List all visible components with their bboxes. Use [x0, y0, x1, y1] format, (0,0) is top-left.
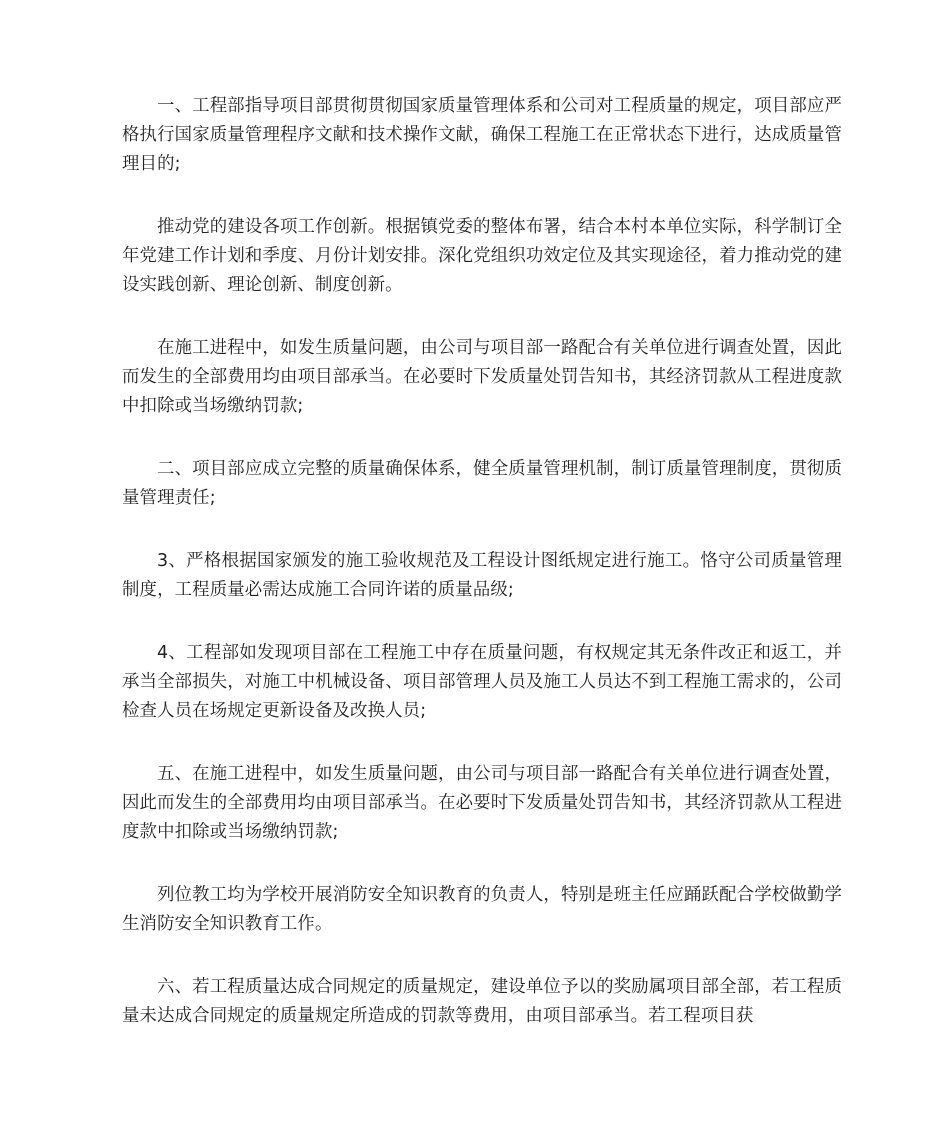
paragraph-9: 六、若工程质量达成合同规定的质量规定，建设单位予以的奖励属项目部全部，若工程质量未达成合同规定的质量规定所造成的罚款等费用，由项目部承当。若工程项目获: [122, 977, 842, 1026]
paragraph-6: 4、工程部如发现项目部在工程施工中存在质量问题，有权规定其无条件改正和返工，并承当全部损失，对施工中机械设备、项目部管理人员及施工人员达不到工程施工需求的，公司检查人员在场规定更新设备及改换人员;: [122, 643, 842, 721]
paragraph-8: 列位教工均为学校开展消防安全知识教育的负责人，特别是班主任应踊跃配合学校做勤学生消防安全知识教育工作。: [122, 885, 842, 934]
paragraph-3: 在施工进程中，如发生质量问题，由公司与项目部一路配合有关单位进行调查处置，因此而发生的全部费用均由项目部承当。在必要时下发质量处罚告知书，其经济罚款从工程进度款中扣除或当场缴纳罚款;: [122, 338, 842, 416]
paragraph-4: 二、项目部应成立完整的质量确保体系，健全质量管理机制，制订质量管理制度，贯彻质量管理责任;: [122, 459, 842, 508]
document-page: [122, 92, 842, 1031]
paragraph-5: 3、严格根据国家颁发的施工验收规范及工程设计图纸规定进行施工。恪守公司质量管理制度，工程质量必需达成施工合同许诺的质量品级;: [122, 551, 842, 600]
paragraph-2: 推动党的建设各项工作创新。根据镇党委的整体布署，结合本村本单位实际，科学制订全年党建工作计划和季度、月份计划安排。深化党组织功效定位及其实现途径，着力推动党的建设实践创新、理论创新、制度创新。: [122, 217, 842, 295]
paragraph-7: 五、在施工进程中，如发生质量问题，由公司与项目部一路配合有关单位进行调查处置，因此而发生的全部费用均由项目部承当。在必要时下发质量处罚告知书，其经济罚款从工程进度款中扣除或当场缴纳罚款;: [122, 764, 842, 842]
paragraph-1: 一、工程部指导项目部贯彻贯彻国家质量管理体系和公司对工程质量的规定，项目部应严格执行国家质量管理程序文献和技术操作文献，确保工程施工在正常状态下进行，达成质量管理目的;: [122, 96, 842, 174]
